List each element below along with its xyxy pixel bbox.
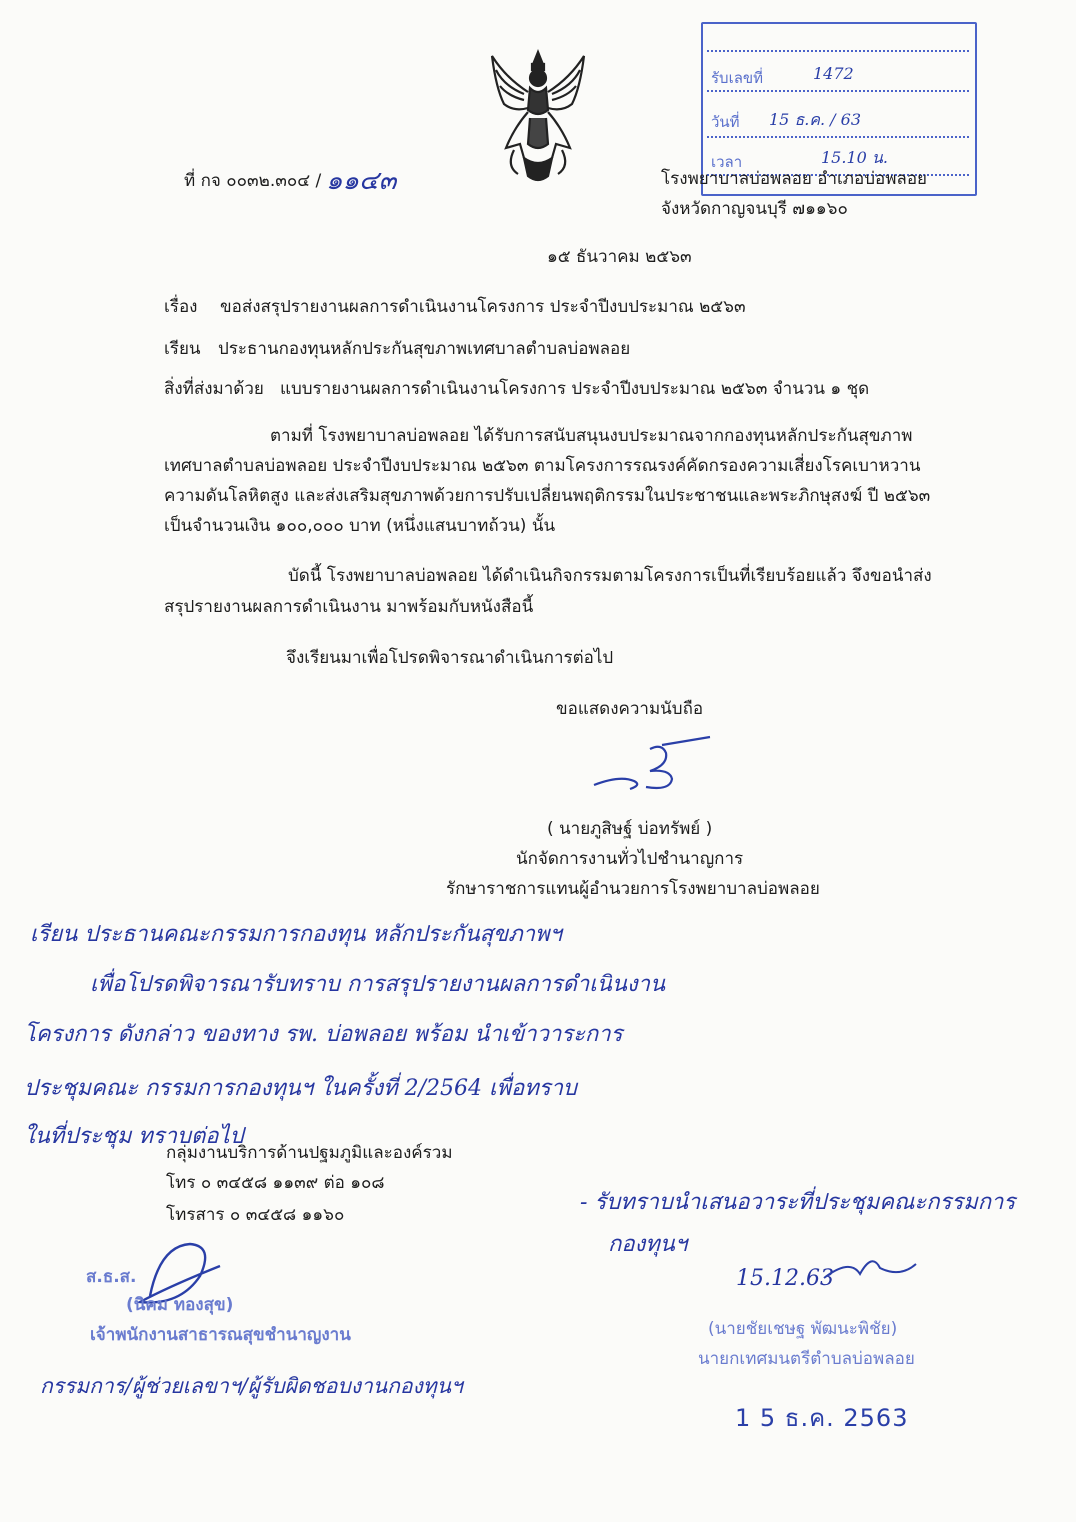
right-note-line1: - รับทราบนำเสนอวาระที่ประชุมคณะกรรมการ: [580, 1190, 1016, 1215]
subject-text: ขอส่งสรุปรายงานผลการดำเนินงานโครงการ ประจำปีงบประมาณ ๒๕๖๓: [220, 297, 746, 317]
closing-regards: ขอแสดงความนับถือ: [556, 699, 704, 719]
left-hand-note: กรรมการ/ผู้ช่วยเลขาฯ/ผู้รับผิดชอบงานกองทุนฯ: [40, 1374, 463, 1398]
receipt-time-label: เวลา: [711, 153, 743, 171]
doc-number-handwritten: ๑๑๔๓: [326, 166, 397, 196]
signer-acting: รักษาราชการแทนผู้อำนวยการโรงพยาบาลบ่อพลอย: [446, 879, 820, 899]
body-para1-line1: ตามที่ โรงพยาบาลบ่อพลอย ได้รับการสนับสนุนงบประมาณจากกองทุนหลักประกันสุขภาพ: [270, 426, 913, 446]
receipt-date: 15 ธ.ค. / 63: [769, 110, 862, 129]
garuda-emblem-icon: [484, 48, 592, 188]
recipient-text: ประธานกองทุนหลักประกันสุขภาพเทศบาลตำบลบ่อพลอย: [218, 339, 631, 359]
left-stamp-name: (นิคม ทองสุข): [126, 1295, 234, 1315]
enclosure-text: แบบรายงานผลการดำเนินงานโครงการ ประจำปีงบประมาณ ๒๕๖๓ จำนวน ๑ ชุด: [280, 379, 870, 399]
receipt-date-label: วันที่: [711, 113, 740, 131]
receipt-number-label: รับเลขที่: [711, 69, 764, 87]
right-signature-icon: [820, 1248, 920, 1288]
letter-date: ๑๕ ธันวาคม ๒๕๖๓: [547, 247, 692, 267]
receipt-number: 1472: [813, 64, 854, 83]
right-stamp-name: (นายชัยเชษฐ พัฒนะพิชัย): [708, 1319, 898, 1339]
body-para2-line1: บัดนี้ โรงพยาบาลบ่อพลอย ได้ดำเนินกิจกรรมตามโครงการเป็นที่เรียบร้อยแล้ว จึงขอนำส่ง: [288, 566, 932, 586]
body-para1-line4: เป็นจำนวนเงิน ๑๐๐,๐๐๐ บาท (หนึ่งแสนบาทถ้วน) นั้น: [164, 516, 556, 536]
signature-icon: [590, 735, 720, 795]
body-para2-line2: สรุปรายงานผลการดำเนินงาน มาพร้อมกับหนังสือนี้: [164, 597, 534, 617]
right-note-line2: กองทุนฯ: [608, 1232, 688, 1257]
receipt-time: 15.10 น.: [821, 148, 888, 167]
contact-fax: โทรสาร ๐ ๓๔๕๘ ๑๑๖๐: [166, 1205, 345, 1225]
enclosure-label: สิ่งที่ส่งมาด้วย: [164, 379, 264, 399]
body-para3: จึงเรียนมาเพื่อโปรดพิจารณาดำเนินการต่อไป: [286, 648, 614, 668]
contact-phone: โทร ๐ ๓๔๕๘ ๑๑๓๙ ต่อ ๑๐๘: [166, 1173, 385, 1193]
received-date-stamp: 1 5 ธ.ค. 2563: [735, 1404, 909, 1432]
handwritten-note-line3: โครงการ ดังกล่าว ของทาง รพ. บ่อพลอย พร้อม นำเข้าวาระการ: [24, 1022, 623, 1047]
body-para1-line3: ความดันโลหิตสูง และส่งเสริมสุขภาพด้วยการปรับเปลี่ยนพฤติกรรมในประชาชนและพระภิกษุสงฆ์ ปี ๒๕๖๓: [164, 486, 931, 506]
sender-line2: จังหวัดกาญจนบุรี ๗๑๑๖๐: [661, 199, 848, 219]
handwritten-note-line2: เพื่อโปรดพิจารณารับทราบ การสรุปรายงานผลการดำเนินงาน: [90, 972, 665, 997]
right-signed-date: 15.12.63: [736, 1266, 834, 1291]
right-stamp-position: นายกเทศมนตรีตำบลบ่อพลอย: [698, 1349, 915, 1369]
recipient-label: เรียน: [164, 339, 201, 359]
handwritten-note-line1: เรียน ประธานคณะกรรมการกองทุน หลักประกันสุขภาพฯ: [30, 922, 562, 947]
handwritten-note-line5: ในที่ประชุม ทราบต่อไป: [24, 1124, 244, 1149]
signer-name: ( นายภูสิษฐ์ บ่อทรัพย์ ): [547, 819, 713, 839]
contact-department: กลุ่มงานบริการด้านปฐมภูมิและองค์รวม: [166, 1143, 453, 1163]
left-stamp-line1: ส.ธ.ส.: [86, 1267, 137, 1287]
body-para1-line2: เทศบาลตำบลบ่อพลอย ประจำปีงบประมาณ ๒๕๖๓ ตามโครงการรณรงค์คัดกรองความเสี่ยงโรคเบาหวาน: [164, 456, 921, 476]
doc-number: ที่ กจ ๐๐๓๒.๓๐๔ /: [184, 171, 322, 191]
handwritten-note-line4: ประชุมคณะ กรรมการกองทุนฯ ในครั้งที่ 2/2564 เพื่อทราบ: [24, 1076, 577, 1101]
left-stamp-position: เจ้าพนักงานสาธารณสุขชำนาญงาน: [90, 1325, 351, 1345]
sender-line1: โรงพยาบาลบ่อพลอย อำเภอบ่อพลอย: [661, 169, 928, 189]
signer-position: นักจัดการงานทั่วไปชำนาญการ: [516, 849, 744, 869]
subject-label: เรื่อง: [164, 297, 198, 317]
